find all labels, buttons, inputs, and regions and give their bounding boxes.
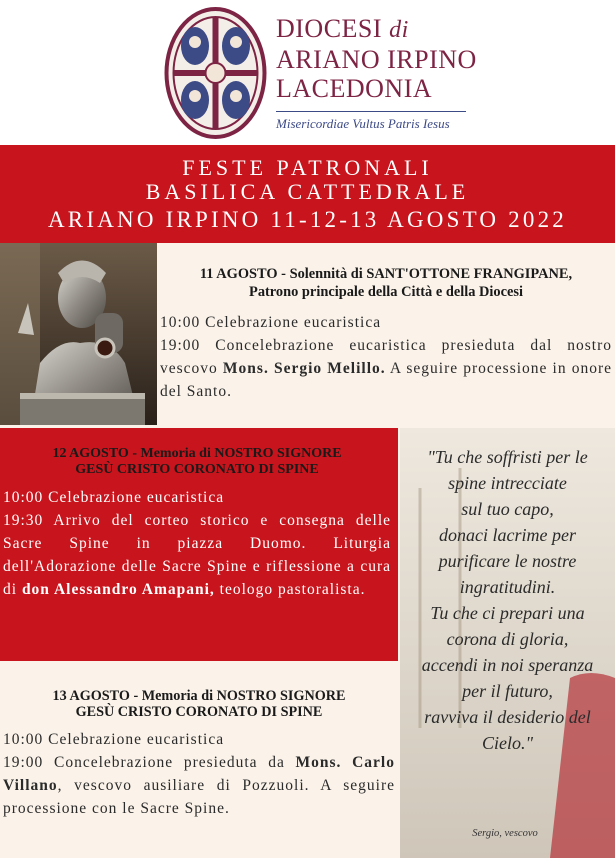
diocese-line2: ARIANO IRPINO xyxy=(276,45,477,74)
day3-item2 xyxy=(3,751,395,820)
quote-signature: Sergio, vescovo xyxy=(472,828,538,839)
header xyxy=(0,0,615,145)
day1-heading-line2: Patrono principale della Città e della Diocesi xyxy=(249,284,523,300)
day3-item2-text-a: 19:00 Concelebrazione presieduta da xyxy=(3,754,296,771)
day1-celebrant: Mons. Sergio Melillo. xyxy=(222,360,386,377)
day2-schedule xyxy=(3,486,391,601)
day2-heading-line2: GESÙ CRISTO CORONATO DI SPINE xyxy=(75,462,319,477)
banner-line2: BASILICA CATTEDRALE xyxy=(145,179,470,204)
quote-line: corona di gloria, xyxy=(446,629,569,649)
diocese-emblem-icon xyxy=(164,6,267,140)
quote-line: ingratitudini. xyxy=(459,577,556,597)
day3-item2-text-b: , vescovo ausiliare di Pozzuoli. A seguire processione con le Sacre Spine. xyxy=(3,777,395,817)
day1-section xyxy=(160,265,612,403)
day1-heading-line1: 11 AGOSTO - Solennità di SANT'OTTONE FRANGIPANE, xyxy=(199,266,573,282)
banner-line1: FESTE PATRONALI xyxy=(182,155,433,180)
day2-heading xyxy=(3,446,391,478)
day1-item2-text-b: A seguire processione in onore del Santo. xyxy=(160,360,613,400)
saint-bust-photo xyxy=(0,243,157,425)
quote-line: purificare le nostre xyxy=(438,551,577,571)
day1-item2-text-a: 19:00 Concelebrazione eucaristica presieduta dal nostro vescovo xyxy=(160,337,612,377)
day1-heading xyxy=(160,265,612,301)
banner-line3: ARIANO IRPINO 11-12-13 AGOSTO 2022 xyxy=(48,207,567,232)
day3-heading-line2: GESÙ CRISTO CORONATO DI SPINE xyxy=(75,704,323,720)
quote-line: Tu che ci prepari una xyxy=(430,603,585,623)
day2-item2-text-a: 19:30 Arrivo del corteo storico e consegna delle Sacre Spine in piazza Duomo. Liturgia dell'Adorazione delle Sacre Spine e riflessione a cura di xyxy=(3,512,391,598)
diocese-line3: LACEDONIA xyxy=(276,74,433,103)
day2-speaker: don Alessandro Amapani, xyxy=(21,581,215,598)
prayer-quote xyxy=(400,444,615,756)
day2-heading-line1: 12 AGOSTO - Memoria di NOSTRO SIGNORE xyxy=(52,446,342,461)
quote-line: sul tuo capo, xyxy=(461,499,554,519)
quote-line: spine intrecciate xyxy=(448,473,567,493)
diocese-line1: DIOCESI xyxy=(276,14,383,43)
quote-line: accendi in noi speranza xyxy=(421,655,594,675)
title-banner xyxy=(0,145,615,243)
day2-item2 xyxy=(3,509,391,601)
day1-item1: 10:00 Celebrazione eucaristica xyxy=(160,314,382,331)
quote-line: Cielo." xyxy=(481,733,534,753)
diocese-title xyxy=(276,14,477,132)
diocese-motto: Misericordiae Vultus Patris Iesus xyxy=(276,111,466,132)
day3-section xyxy=(3,688,395,820)
day3-heading-line1: 13 AGOSTO - Memoria di NOSTRO SIGNORE xyxy=(52,688,346,704)
day2-item2-text-b: teologo pastoralista. xyxy=(214,581,366,598)
day2-item1: 10:00 Celebrazione eucaristica xyxy=(3,489,225,506)
day3-item1: 10:00 Celebrazione eucaristica xyxy=(3,731,225,748)
quote-line: ravviva il desiderio del xyxy=(424,707,591,727)
day3-heading xyxy=(3,688,395,720)
quote-line: per il futuro, xyxy=(462,681,553,701)
day1-schedule xyxy=(160,311,612,403)
quote-line: "Tu che soffristi per le xyxy=(427,447,588,467)
day3-celebrant: Mons. Carlo Villano xyxy=(3,754,395,794)
day1-item2 xyxy=(160,334,612,403)
day3-schedule xyxy=(3,728,395,820)
prayer-panel xyxy=(400,428,615,858)
diocese-line1-di: di xyxy=(389,17,409,43)
quote-line: donaci lacrime per xyxy=(439,525,576,545)
day2-section xyxy=(3,446,391,601)
